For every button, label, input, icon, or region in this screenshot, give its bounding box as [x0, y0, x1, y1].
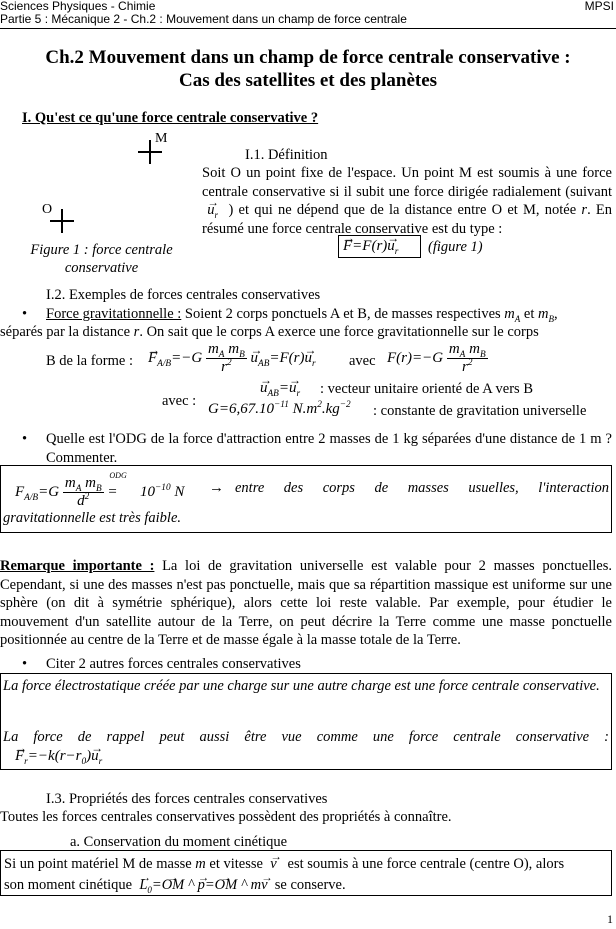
g-constant: $G=6,67.10^{-11}$ $N.m^2.kg^{-2}$ [208, 400, 351, 417]
definition-r: r [581, 202, 588, 218]
properties-sub-a: a. Conservation du moment cinétique [70, 834, 288, 850]
answer-electrostatic: La force électrostatique créée par une charge sur une autre charge est une force centrale conservative. [3, 678, 600, 694]
answer-formula: $F_{A/B}=G$ $\frac{m_A m_B}{d^2}$ = ODG $10^{-10}$ N [15, 470, 185, 509]
definition-text-part2: ) et qui ne dépend que de la distance entre O et M, notée [228, 202, 577, 218]
remark-text: La loi de gravitation universelle est valable pour 2 masses ponctuelles. Cependant, si une des masses n'est pas ponctuelle, mais que sa répartition massique est uniforme sur une sphère (on dit à symétrie sphérique), alors cette loi reste valable. Par exemple, pour étudier le mouvement d'un satellite autour de la Terre, on peut décrire la Terre comme une masse ponctuelle positionnée au centre de la Terre et de masse égale à la masse totale de la Terre. [0, 558, 612, 649]
gravitation-text3: . On sait que le corps A exerce une force gravitationnelle sur le corps [139, 324, 539, 340]
figure-caption [14, 241, 189, 277]
force-magnitude-formula: F(r)=−G $\frac{m_A m_B}{r^2}$ [387, 341, 486, 375]
answer-arrow: → [209, 480, 224, 496]
unit-vector-formula: → $u_{AB}=\to u_r$ [260, 380, 300, 397]
answer-unit: N [174, 483, 185, 500]
spring-formula: → $F_r=-k(r-r_0)\to u_r$ [15, 748, 102, 765]
point-o-marker [50, 209, 74, 233]
answer-value: 10 [140, 483, 156, 500]
header-rule [0, 28, 616, 29]
remark-label: Remarque importante : [0, 558, 155, 574]
definition-text-part3: . En résumé une force centrale conservative est du type : [202, 202, 613, 237]
vector-ur: → $u_r$ [202, 202, 223, 218]
gravitation-paragraph-line2: séparés par la distance r. On sait que le corps A exerce une force gravitationnelle sur le corps [0, 324, 539, 340]
answer-text-line1: entre des corps de masses usuelles, l'interaction [235, 480, 609, 496]
angular-momentum-line2: son moment cinétique → $L_0=\to$ OM ^ → p=→ OM ^ m→ v se conserve. [4, 875, 346, 895]
page-number: 1 [607, 912, 613, 926]
header-left-line1: Sciences Physiques - Chimie [0, 0, 156, 13]
angular-momentum-box [0, 850, 612, 896]
label-o: O [42, 202, 53, 217]
properties-title: I.3. Propriétés des forces centrales conservatives [46, 791, 328, 807]
figure-reference: (figure 1) [428, 239, 483, 255]
gravitation-paragraph: Force gravitationnelle : Soient 2 corps ponctuels A et B, de masses respectives $m_A$ et $m_B$, [46, 306, 558, 324]
properties-intro: Toutes les forces centrales conservatives possèdent des propriétés à connaître. [0, 809, 452, 825]
title-line1: Ch.2 Mouvement dans un champ de force centrale conservative : [45, 47, 571, 68]
definition-title: I.1. Définition [245, 147, 328, 163]
g-desc: : constante de gravitation universelle [373, 403, 587, 419]
gravitation-label: Force gravitationnelle : [46, 306, 182, 322]
page-title [0, 46, 616, 92]
angular-momentum-formula: → $L_0=\to$ OM ^ → p=→ OM ^ m→ v [139, 877, 267, 893]
odg-question: Quelle est l'ODG de la force d'attraction entre 2 masses de 1 kg séparées d'une distance de 1 m ? Commenter. [46, 431, 612, 466]
gravitation-formula: → $F_{A/B}=-G$ $\frac{m_A m_B}{r^2}$ → $u_{AB}=F(r)\to u_r$ [148, 342, 316, 375]
velocity-v: → v [270, 854, 276, 874]
header-left-line2: Partie 5 : Mécanique 2 - Ch.2 : Mouvement dans un champ de force centrale [0, 12, 407, 26]
central-force-formula: → $F=F(r)\to u_r$ [338, 235, 421, 258]
unit-vector-desc: : vecteur unitaire orienté de A vers B [320, 381, 533, 397]
mass-m: m [195, 856, 206, 872]
form-label: B de la forme : [46, 353, 133, 369]
definition-text-part1: Soit O un point fixe de l'espace. Un point M est soumis à une force centrale conservative si il subit une force dirigée radialement (suivant [202, 165, 612, 200]
avec-label-2: avec : [162, 393, 197, 409]
answer-spring: La force de rappel peut aussi être vue comme une force centrale conservative : [3, 729, 609, 745]
figure-caption-line2: conservative [64, 260, 139, 276]
figure-caption-line1: Figure 1 : force centrale [30, 242, 173, 258]
other-forces-question: Citer 2 autres forces centrales conservatives [46, 656, 301, 672]
remark-paragraph [0, 557, 612, 650]
other-forces-box [0, 673, 612, 770]
gravitation-text: Soient 2 corps ponctuels A et B, de masses respectives [184, 306, 501, 322]
g-exponent: −11 [273, 400, 289, 410]
gravitation-text2: séparés par la distance [0, 324, 131, 340]
angular-momentum-line1: Si un point matériel M de masse m et vitesse → v est soumis à une force centrale (centre O), alors [4, 854, 608, 874]
title-line2: Cas des satellites et des planètes [178, 70, 438, 91]
answer-text-line2: gravitationnelle est très faible. [3, 510, 182, 526]
answer-exponent: −10 [155, 482, 171, 493]
label-m: M [155, 131, 168, 146]
examples-title: I.2. Exemples de forces centrales conservatives [46, 287, 321, 303]
g-units: N.m [292, 401, 318, 417]
definition-text [202, 164, 612, 238]
section1-heading: I. Qu'est ce qu'une force centrale conservative ? [22, 110, 319, 126]
g-value: G=6,67.10 [208, 401, 274, 417]
header-right: MPSI [584, 0, 614, 13]
answer-box [0, 465, 612, 533]
avec-label-1: avec [349, 353, 376, 369]
